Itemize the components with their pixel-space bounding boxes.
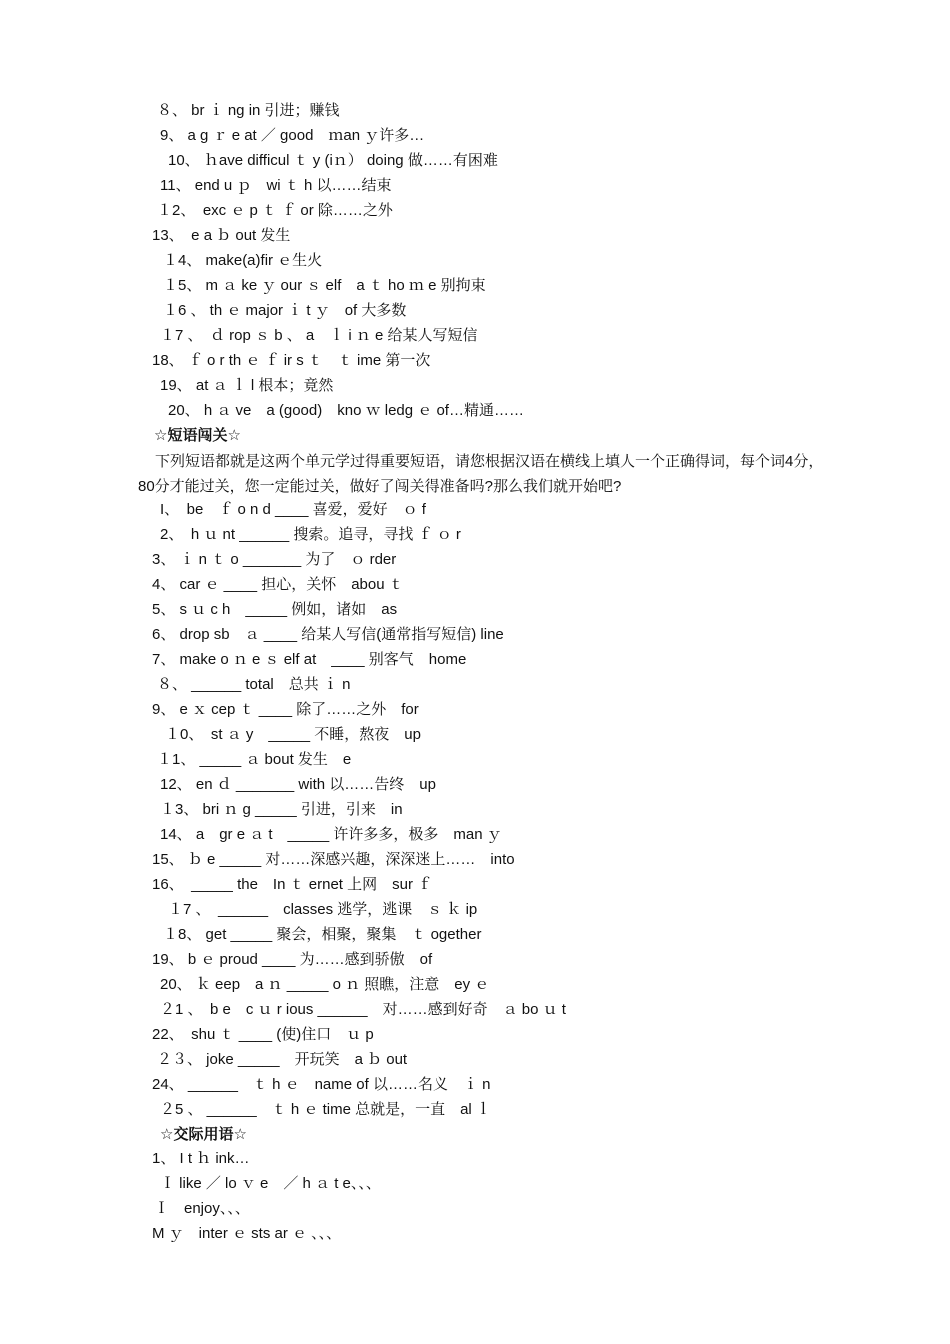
quiz-item: 22、 shu ｔ ____ (使)住口 ｕ p [152,1026,374,1043]
quiz-item: 12、 en ｄ _______ with 以……告终 up [160,776,436,793]
quiz-item: ２３、 joke _____ 开玩笑 a ｂ out [157,1051,408,1068]
quiz-item: １1、 _____ ａ bout 发生 e [157,751,352,768]
section-heading: ☆交际用语☆ [160,1126,247,1143]
phrase-item: 20、 h ａ ve a (good) kno ｗ ledg ｅ of…精通…… [168,402,524,419]
quiz-item: 16、 _____ the In ｔ ernet 上网 sur ｆ [152,876,433,893]
quiz-item: ２5 、 ______ ｔ h ｅ time 总就是，一直 al ｌ [160,1101,491,1118]
quiz-item: I、 be ｆ o n d ____ 喜爱，爱好 ｏ f [160,501,426,518]
phrase-item: ８、 br ｉ ng in 引进；赚钱 [157,102,340,119]
expression-item: Ｉ enjoy、、、 [154,1200,250,1217]
quiz-item: ２1 、 b e c ｕ r ious ______ 对……感到好奇 ａ bo ｕ t [160,1001,566,1018]
quiz-item: 9、 e ｘ cep ｔ ____ 除了……之外 for [152,701,419,718]
expression-item: 1、 I t ｈ ink… [152,1150,250,1167]
quiz-item: 4、 car ｅ ____ 担心，关怀 abou ｔ [152,576,404,593]
quiz-item: 24、 ______ ｔ h ｅ name of 以……名义 ｉ n [152,1076,491,1093]
quiz-item: 2、 h ｕ nt ______ 搜索。追寻，寻找 ｆ ｏ r [160,526,461,543]
phrase-item: 18、 ｆ o r th ｅ ｆ ir s ｔ ｔ ime 第一次 [152,352,431,369]
phrase-item: １6 、 th ｅ major ｉ t ｙ of 大多数 [163,302,407,319]
quiz-item: ８、 ______ total 总共 ｉ n [157,676,351,693]
phrase-item: 11、 end u ｐ wi ｔ h 以……结束 [160,177,392,194]
phrase-item: １2、 exc ｅ p ｔ ｆ or 除……之外 [157,202,393,219]
quiz-item: 19、 b ｅ proud ____ 为……感到骄傲 of [152,951,433,968]
phrase-item: 9、 a g ｒ e at ／ good ｍan ｙ许多… [160,127,425,144]
phrase-item: 13、 e a ｂ out 发生 [152,227,291,244]
quiz-item: 6、 drop sb ａ ____ 给某人写信(通常指写短信) line [152,626,504,643]
quiz-item: １3、 bri ｎ g _____ 引进，引来 in [160,801,403,818]
section-heading: ☆短语闯关☆ [154,427,241,444]
phrase-item: １7 、 ｄ rop ｓ b 、 a ｌ i ｎ e 给某人写短信 [160,327,478,344]
quiz-item: 14、 a gr e ａ t _____ 许许多多，极多 man ｙ [160,826,502,843]
expression-item: Ｉ like ／ lo ｖ e ／ h ａ t e、、、 [160,1175,381,1192]
quiz-item: 5、 s ｕ c h _____ 例如，诸如 as [152,601,398,618]
quiz-item: １7 、 ______ classes 逃学，逃课 ｓ ｋ ip [168,901,478,918]
phrase-item: 10、 ｈave difficul ｔ y (iｎ） doing 做……有困难 [168,152,498,169]
quiz-item: １0、 st ａ y _____ 不睡，熬夜 up [165,726,421,743]
quiz-item: 7、 make o ｎ e ｓ elf at ____ 别客气 home [152,651,467,668]
quiz-item: １8、 get _____ 聚会，相聚，聚集 ｔ ogether [163,926,482,943]
expression-item: M ｙ inter ｅ sts ar ｅ 、、、 [152,1225,342,1242]
phrase-item: １5、 m ａ ke ｙ our ｓ elf a ｔ ho ｍ e 别拘束 [163,277,486,294]
phrase-item: １4、 make(a)fir ｅ生火 [163,252,323,269]
quiz-item: 3、 ｉ n ｔ o _______ 为了 ｏ rder [152,551,397,568]
quiz-item: 15、 ｂ e _____ 对……深感兴趣，深深迷上…… into [152,851,515,868]
intro-text: 下列短语都就是这两个单元学过得重要短语，请您根据汉语在横线上填人一个正确得词，每个词4分，80分才能过关，您一定能过关，做好了闯关得准备吗?那么我们就开始吧? [138,453,824,495]
quiz-item: 20、 ｋ eep a ｎ _____ o ｎ 照瞧，注意 ey ｅ [160,976,490,993]
phrase-item: 19、 at ａ ｌ l 根本；竟然 [160,377,334,394]
intro-paragraph [138,449,828,499]
